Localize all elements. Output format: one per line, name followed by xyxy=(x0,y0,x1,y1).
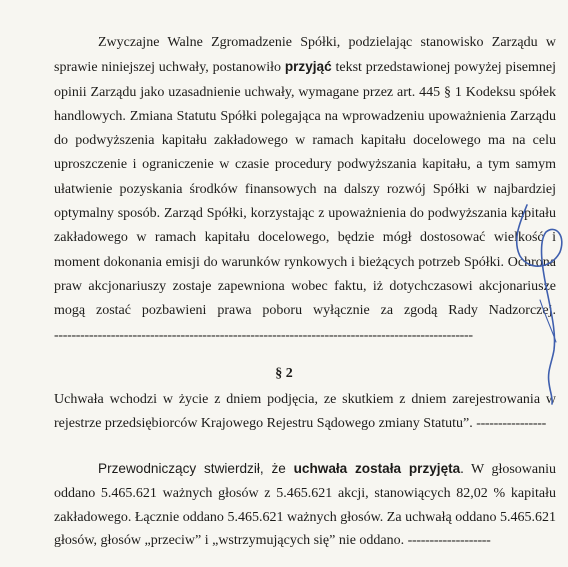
paragraph1-bold-przyjac: przyjąć xyxy=(284,59,332,75)
paragraph1-text-start: Zwyczajne Walne Zgromadzenie Spółki, podzielając stanowisko Zarządu w sprawie niniejszej uchwały, postanowiło xyxy=(54,35,556,76)
paragraph-justification xyxy=(54,31,556,348)
paragraph1-filler-dashes: ------------------------------------------------------------------------------------------------ xyxy=(54,327,473,343)
paragraph-vote-result xyxy=(54,457,556,553)
paragraph-effective-date xyxy=(54,388,556,437)
section2-text: Uchwała wchodzi w życie z dniem podjęcia, ze skutkiem z dniem zarejestrowania w rejestrze przedsiębiorców Krajowego Rejestru Sądowego zmiany Statutu”. xyxy=(54,392,556,432)
section-heading-2: § 2 xyxy=(275,366,293,381)
paragraph3-text-start: Przewodniczący stwierdził, że xyxy=(98,461,294,476)
paragraph1-text-rest: tekst przedstawionej powyżej pisemnej opinii Zarządu jako uzasadnienie uchwały, wymagane przez art. 445 § 1 Kodeksu spółek handlowych. Zmiana Statutu Spółki polegająca na wprowadzeniu upoważnienia Zarządu do podwyższenia kapitału zakładowego w ramach kapitału docelowego ma na celu uproszczenie i ograniczenie w czasie procedury podwyższania kapitału, a tym samym ułatwienie pozyskania środków finansowych na dalszy rozwój Spółki w najbardziej optymalny sposób. Zarząd Spółki, korzystając z upoważnienia do podwyższania kapitału zakładowego w ramach kapitału docelowego, będzie mógł dostosować wielkość i moment dokonania emisji do warunków rynkowych i bieżących potrzeb Spółki. Ochrona praw akcjonariuszy zostaje zapewniona wobec faktu, iż dotychczasowi akcjonariusze mogą zostać pozbawieni prawa poboru wyłącznie za zgodą Rady Nadzorczej. xyxy=(54,60,556,319)
paragraph3-text-rest: . W głosowaniu oddano 5.465.621 ważnych głosów z 5.465.621 akcji, stanowiących 82,02 % kapitału zakładowego. Łącznie oddano 5.465.621 ważnych głosów. Za uchwałą oddano 5.465.621 głosów, głosów „przeciw” i „wstrzymujących się” nie oddano. xyxy=(54,462,556,549)
section2-filler-dashes: ---------------- xyxy=(476,416,546,432)
paragraph3-bold-adopted: uchwała została przyjęta xyxy=(293,461,461,476)
paragraph3-filler-dashes: ------------------- xyxy=(407,533,491,549)
